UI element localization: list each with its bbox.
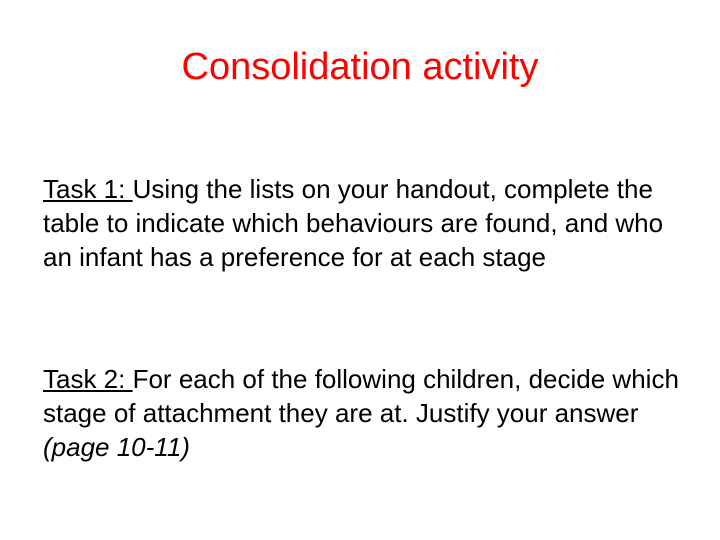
- task-2-text: For each of the following children, decide which stage of attachment they are at. Justify your answer: [43, 364, 679, 428]
- task-1-text: Using the lists on your handout, complete the table to indicate which behaviours are found, and who an infant has a preference for at each stage: [43, 174, 664, 272]
- task-1-label: Task 1:: [43, 174, 133, 204]
- slide-title: Consolidation activity: [181, 46, 539, 88]
- task-2-paragraph: [43, 362, 693, 464]
- task-2-label: Task 2:: [43, 364, 133, 394]
- task-1-paragraph: [43, 172, 693, 274]
- task-2-page-reference: (page 10-11): [43, 432, 190, 462]
